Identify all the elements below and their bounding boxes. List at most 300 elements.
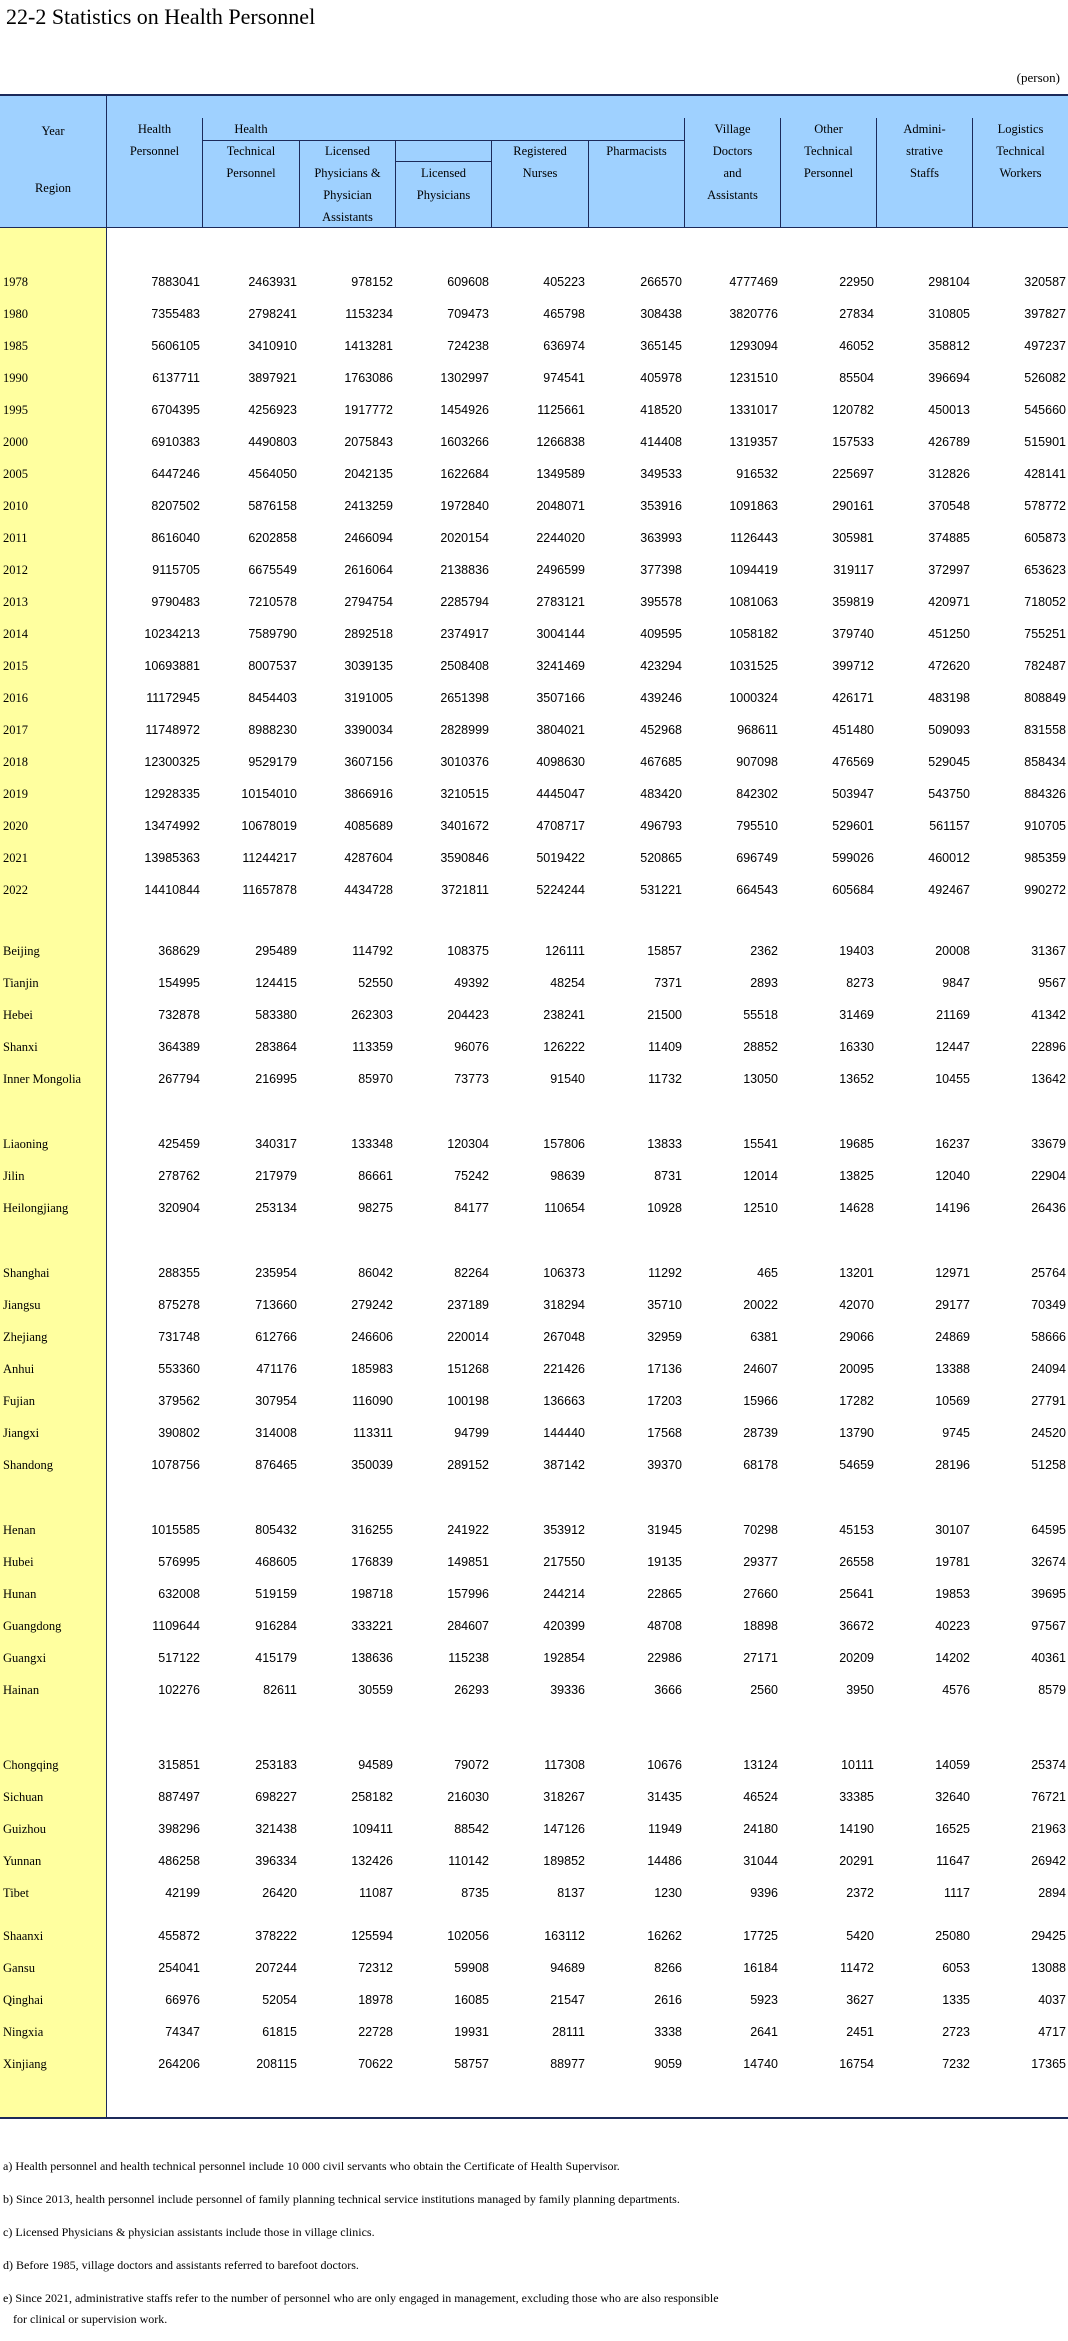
table-cell: 1972840: [440, 499, 489, 513]
table-cell: 48708: [647, 1619, 682, 1633]
table-cell: 11732: [648, 1072, 682, 1086]
table-cell: 350039: [351, 1458, 393, 1472]
table-row: [0, 1580, 1068, 1608]
table-cell: 33679: [1031, 1137, 1066, 1151]
table-cell: 3590846: [440, 851, 489, 865]
table-cell: 333221: [351, 1619, 393, 1633]
table-cell: 16525: [935, 1822, 970, 1836]
table-cell: 576995: [158, 1555, 200, 1569]
table-cell: 509093: [928, 723, 970, 737]
table-cell: 98275: [358, 1201, 393, 1215]
table-cell: 2138836: [440, 563, 489, 577]
table-cell: 13124: [743, 1758, 778, 1772]
table-cell: 1078756: [151, 1458, 200, 1472]
row-label: Inner Mongolia: [3, 1072, 82, 1086]
table-cell: 96076: [454, 1040, 489, 1054]
table-cell: 968611: [737, 723, 778, 737]
table-cell: 157533: [832, 435, 874, 449]
table-cell: 115238: [448, 1651, 489, 1665]
table-cell: 207244: [255, 1961, 297, 1975]
table-cell: 12447: [935, 1040, 970, 1054]
table-cell: 10234213: [144, 627, 200, 641]
table-cell: 28739: [743, 1426, 778, 1440]
table-cell: 4717: [1038, 2025, 1066, 2039]
header-registered-nurses: Registered Nurses: [513, 144, 567, 180]
table-cell: 420971: [928, 595, 970, 609]
table-cell: 220014: [447, 1330, 489, 1344]
table-row: [0, 780, 1068, 808]
table-cell: 9790483: [151, 595, 200, 609]
row-label: 1980: [3, 307, 28, 321]
table-cell: 609608: [447, 275, 489, 289]
table-cell: 496793: [640, 819, 682, 833]
table-row: [0, 588, 1068, 616]
table-cell: 42199: [165, 1886, 200, 1900]
table-cell: 320904: [158, 1201, 200, 1215]
table-cell: 1109644: [152, 1619, 200, 1633]
table-row: [0, 1419, 1068, 1447]
row-label: Guangxi: [3, 1651, 47, 1665]
table-cell: 10111: [841, 1758, 874, 1772]
table-row: [0, 1355, 1068, 1383]
table-cell: 390802: [158, 1426, 200, 1440]
table-cell: 24180: [743, 1822, 778, 1836]
table-cell: 185983: [351, 1362, 393, 1376]
table-cell: 45153: [839, 1523, 874, 1537]
table-cell: 1349589: [536, 467, 585, 481]
table-cell: 4434728: [344, 883, 393, 897]
table-cell: 253183: [255, 1758, 297, 1772]
table-cell: 4576: [942, 1683, 970, 1697]
table-cell: 70298: [743, 1523, 778, 1537]
table-cell: 4287604: [344, 851, 393, 865]
table-cell: 425459: [158, 1137, 200, 1151]
table-cell: 52550: [358, 976, 393, 990]
table-cell: 11087: [359, 1886, 393, 1900]
table-cell: 17203: [647, 1394, 682, 1408]
table-cell: 460012: [928, 851, 970, 865]
table-cell: 6381: [750, 1330, 778, 1344]
table-cell: 531221: [640, 883, 682, 897]
table-cell: 25080: [935, 1929, 970, 1943]
table-cell: 483198: [928, 691, 970, 705]
table-cell: 79072: [454, 1758, 489, 1772]
table-cell: 46052: [839, 339, 874, 353]
table-cell: 8266: [654, 1961, 682, 1975]
table-row: [0, 2050, 1068, 2078]
table-cell: 4037: [1038, 1993, 1066, 2007]
table-cell: 887497: [158, 1790, 200, 1804]
row-label: Jiangsu: [3, 1298, 41, 1312]
row-label: Fujian: [3, 1394, 35, 1408]
page-title: 22-2 Statistics on Health Personnel: [6, 4, 316, 29]
table-cell: 85970: [358, 1072, 393, 1086]
table-cell: 94799: [454, 1426, 489, 1440]
table-cell: 353912: [543, 1523, 585, 1537]
table-cell: 396334: [255, 1854, 297, 1868]
table-cell: 318267: [543, 1790, 585, 1804]
table-cell: 1302997: [440, 371, 489, 385]
table-cell: 289152: [447, 1458, 489, 1472]
table-cell: 290161: [832, 499, 874, 513]
table-cell: 19135: [647, 1555, 682, 1569]
table-cell: 315851: [158, 1758, 200, 1772]
table-cell: 5923: [750, 1993, 778, 2007]
table-cell: 2723: [942, 2025, 970, 2039]
table-row: [0, 1162, 1068, 1190]
table-cell: 2894: [1038, 1886, 1066, 1900]
table-row: [0, 812, 1068, 840]
table-row: [0, 1259, 1068, 1287]
table-row: [0, 1751, 1068, 1779]
table-cell: 805432: [255, 1523, 297, 1537]
table-cell: 29377: [743, 1555, 778, 1569]
table-cell: 451480: [832, 723, 874, 737]
row-label: Hainan: [3, 1683, 40, 1697]
table-cell: 151268: [447, 1362, 489, 1376]
table-cell: 1031525: [729, 659, 778, 673]
row-label: 1990: [3, 371, 28, 385]
table-cell: 395578: [640, 595, 682, 609]
table-cell: 24607: [743, 1362, 778, 1376]
table-cell: 19781: [935, 1555, 970, 1569]
table-cell: 22986: [647, 1651, 682, 1665]
row-label: Gansu: [3, 1961, 35, 1975]
table-row: [0, 1065, 1068, 1093]
table-cell: 3897921: [248, 371, 297, 385]
table-cell: 26420: [262, 1886, 297, 1900]
table-cell: 318294: [543, 1298, 585, 1312]
table-row: [0, 1387, 1068, 1415]
table-cell: 636974: [543, 339, 585, 353]
table-cell: 320587: [1024, 275, 1066, 289]
table-cell: 30559: [358, 1683, 393, 1697]
row-label: Chongqing: [3, 1758, 59, 1772]
table-cell: 2496599: [536, 563, 585, 577]
table-cell: 12510: [743, 1201, 778, 1215]
table-cell: 387142: [543, 1458, 585, 1472]
table-cell: 2508408: [440, 659, 489, 673]
table-cell: 13825: [839, 1169, 874, 1183]
table-cell: 9059: [654, 2057, 682, 2071]
table-cell: 217550: [543, 1555, 585, 1569]
table-cell: 359819: [832, 595, 874, 609]
table-cell: 8579: [1038, 1683, 1066, 1697]
table-cell: 10678019: [241, 819, 297, 833]
table-cell: 1125661: [537, 403, 585, 417]
table-cell: 455872: [158, 1929, 200, 1943]
table-cell: 8007537: [248, 659, 297, 673]
table-cell: 39370: [647, 1458, 682, 1472]
table-cell: 225697: [832, 467, 874, 481]
table-cell: 86661: [358, 1169, 393, 1183]
table-cell: 426171: [832, 691, 874, 705]
table-row: [0, 1922, 1068, 1950]
table-cell: 31044: [743, 1854, 778, 1868]
table-cell: 709473: [447, 307, 489, 321]
table-cell: 310805: [928, 307, 970, 321]
row-label: Tibet: [3, 1886, 29, 1900]
table-cell: 244214: [543, 1587, 585, 1601]
table-cell: 157996: [447, 1587, 489, 1601]
table-cell: 264206: [158, 2057, 200, 2071]
table-cell: 8454403: [248, 691, 297, 705]
table-cell: 916284: [255, 1619, 297, 1633]
table-cell: 106373: [543, 1266, 585, 1280]
table-cell: 405223: [543, 275, 585, 289]
table-cell: 22950: [839, 275, 874, 289]
table-cell: 75242: [454, 1169, 489, 1183]
table-cell: 696749: [736, 851, 778, 865]
table-cell: 6675549: [248, 563, 297, 577]
table-cell: 1081063: [729, 595, 778, 609]
table-row: [0, 1879, 1068, 1907]
table-cell: 12040: [935, 1169, 970, 1183]
table-cell: 372997: [928, 563, 970, 577]
table-cell: 16330: [839, 1040, 874, 1054]
table-cell: 16237: [935, 1137, 970, 1151]
table-cell: 8273: [846, 976, 874, 990]
table-cell: 374885: [928, 531, 970, 545]
table-cell: 98639: [550, 1169, 585, 1183]
table-cell: 379740: [832, 627, 874, 641]
table-cell: 22896: [1031, 1040, 1066, 1054]
table-cell: 5876158: [248, 499, 297, 513]
table-cell: 2560: [750, 1683, 778, 1697]
table-cell: 3820776: [729, 307, 778, 321]
table-cell: 11647: [936, 1854, 970, 1868]
table-cell: 3627: [846, 1993, 874, 2007]
table-cell: 25764: [1031, 1266, 1066, 1280]
table-cell: 11472: [840, 1961, 874, 1975]
table-cell: 2892518: [344, 627, 393, 641]
table-row: [0, 1323, 1068, 1351]
table-cell: 2413259: [344, 499, 393, 513]
table-cell: 1763086: [344, 371, 393, 385]
table-row: [0, 1954, 1068, 1982]
row-label: 2019: [3, 787, 28, 801]
table-cell: 664543: [736, 883, 778, 897]
unit-label: (person): [1016, 70, 1060, 85]
table-cell: 35710: [647, 1298, 682, 1312]
row-label: 2016: [3, 691, 28, 705]
table-cell: 163112: [544, 1929, 585, 1943]
table-cell: 1230: [654, 1886, 682, 1900]
table-cell: 9567: [1038, 976, 1066, 990]
table-cell: 3010376: [440, 755, 489, 769]
table-cell: 11244217: [242, 851, 297, 865]
table-cell: 27171: [743, 1651, 778, 1665]
table-cell: 9847: [942, 976, 970, 990]
table-cell: 31469: [839, 1008, 874, 1022]
table-cell: 126222: [543, 1040, 585, 1054]
table-cell: 147126: [543, 1822, 585, 1836]
table-cell: 20095: [839, 1362, 874, 1376]
table-cell: 31367: [1031, 944, 1066, 958]
table-cell: 27660: [743, 1587, 778, 1601]
table-row: [0, 1783, 1068, 1811]
table-cell: 10154010: [241, 787, 297, 801]
table-cell: 10569: [935, 1394, 970, 1408]
table-row: [0, 969, 1068, 997]
table-cell: 15857: [647, 944, 682, 958]
footnote: d) Before 1985, village doctors and assistants referred to barefoot doctors.: [3, 2258, 359, 2272]
table-row: [0, 428, 1068, 456]
table-cell: 27834: [839, 307, 874, 321]
table-cell: 1126443: [730, 531, 778, 545]
table-cell: 468605: [255, 1555, 297, 1569]
table-cell: 14628: [839, 1201, 874, 1215]
table-cell: 91540: [550, 1072, 585, 1086]
table-cell: 94589: [358, 1758, 393, 1772]
table-cell: 465: [757, 1266, 778, 1280]
table-cell: 378222: [255, 1929, 297, 1943]
table-cell: 116090: [352, 1394, 393, 1408]
table-cell: 3401672: [440, 819, 489, 833]
table-cell: 94689: [550, 1961, 585, 1975]
table-row: [0, 716, 1068, 744]
table-cell: 73773: [454, 1072, 489, 1086]
table-cell: 267048: [543, 1330, 585, 1344]
table-cell: 29066: [839, 1330, 874, 1344]
table-cell: 136663: [543, 1394, 585, 1408]
table-cell: 12300325: [144, 755, 200, 769]
table-cell: 486258: [158, 1854, 200, 1868]
header-region: Region: [34, 181, 72, 195]
table-cell: 515901: [1024, 435, 1066, 449]
table-cell: 278762: [158, 1169, 200, 1183]
table-cell: 2362: [750, 944, 778, 958]
table-cell: 18898: [743, 1619, 778, 1633]
table-cell: 4777469: [729, 275, 778, 289]
table-cell: 26293: [454, 1683, 489, 1697]
table-cell: 724238: [447, 339, 489, 353]
table-cell: 28852: [743, 1040, 778, 1054]
table-cell: 472620: [928, 659, 970, 673]
table-row: [0, 1986, 1068, 2014]
table-cell: 876465: [255, 1458, 297, 1472]
row-label: Yunnan: [3, 1854, 42, 1868]
table-cell: 520865: [640, 851, 682, 865]
row-label: 2015: [3, 659, 28, 673]
table-cell: 17365: [1031, 2057, 1066, 2071]
footnotes: [3, 2150, 719, 2336]
table-cell: 452968: [640, 723, 682, 737]
table-cell: 22728: [358, 2025, 393, 2039]
table-cell: 17725: [743, 1929, 778, 1943]
table-row: [0, 844, 1068, 872]
row-label: Guangdong: [3, 1619, 62, 1633]
table-cell: 25374: [1031, 1758, 1066, 1772]
row-label: Hubei: [3, 1555, 34, 1569]
table-cell: 8735: [461, 1886, 489, 1900]
table-cell: 176839: [351, 1555, 393, 1569]
table-cell: 1153234: [345, 307, 393, 321]
table-cell: 266570: [640, 275, 682, 289]
table-cell: 314008: [255, 1426, 297, 1440]
table-cell: 517122: [158, 1651, 200, 1665]
table-cell: 2463931: [248, 275, 297, 289]
table-cell: 471176: [256, 1362, 297, 1376]
table-cell: 405978: [640, 371, 682, 385]
table-cell: 2798241: [248, 307, 297, 321]
table-row: [0, 460, 1068, 488]
row-label: Heilongjiang: [3, 1201, 69, 1215]
table-cell: 246606: [351, 1330, 393, 1344]
table-cell: 22865: [647, 1587, 682, 1601]
table-cell: 120304: [447, 1137, 489, 1151]
row-label: 1995: [3, 403, 28, 417]
table-row: [0, 300, 1068, 328]
header-health-personnel: Health Personnel: [129, 122, 180, 158]
table-cell: 13642: [1031, 1072, 1066, 1086]
table-cell: 216995: [255, 1072, 297, 1086]
table-cell: 15966: [743, 1394, 778, 1408]
table-cell: 6202858: [248, 531, 297, 545]
table-cell: 204423: [447, 1008, 489, 1022]
table-cell: 11949: [648, 1822, 682, 1836]
table-cell: 396694: [928, 371, 970, 385]
table-cell: 237189: [447, 1298, 489, 1312]
table-cell: 2372: [846, 1886, 874, 1900]
table-cell: 465798: [543, 307, 585, 321]
table-cell: 379562: [158, 1394, 200, 1408]
table-cell: 353916: [640, 499, 682, 513]
table-cell: 415179: [255, 1651, 297, 1665]
table-cell: 54659: [839, 1458, 874, 1472]
table-row: [0, 1130, 1068, 1158]
table-row: [0, 1676, 1068, 1704]
row-label: Tianjin: [3, 976, 39, 990]
row-label: 1978: [3, 275, 28, 289]
table-cell: 545660: [1024, 403, 1066, 417]
table-cell: 370548: [928, 499, 970, 513]
table-cell: 108375: [447, 944, 489, 958]
table-cell: 439246: [640, 691, 682, 705]
table-cell: 19931: [454, 2025, 489, 2039]
table-row: [0, 748, 1068, 776]
table-cell: 7371: [654, 976, 682, 990]
table-cell: 192854: [543, 1651, 585, 1665]
table-cell: 7883041: [151, 275, 200, 289]
table-cell: 6137711: [152, 371, 200, 385]
table-cell: 124415: [255, 976, 297, 990]
table-cell: 2641: [750, 2025, 778, 2039]
row-label: Shaanxi: [3, 1929, 44, 1943]
table-cell: 4085689: [344, 819, 393, 833]
table-cell: 529045: [928, 755, 970, 769]
table-cell: 7589790: [248, 627, 297, 641]
table-cell: 253134: [255, 1201, 297, 1215]
table-cell: 1091863: [729, 499, 778, 513]
row-label: 2020: [3, 819, 28, 833]
table-cell: 17568: [647, 1426, 682, 1440]
table-cell: 910705: [1024, 819, 1066, 833]
table-cell: 3039135: [344, 659, 393, 673]
table-row: [0, 684, 1068, 712]
table-cell: 133348: [351, 1137, 393, 1151]
table-row: [0, 1033, 1068, 1061]
table-cell: 476569: [832, 755, 874, 769]
table-cell: 20209: [839, 1651, 874, 1665]
table-cell: 16262: [647, 1929, 682, 1943]
table-cell: 11292: [648, 1266, 682, 1280]
footnote: b) Since 2013, health personnel include personnel of family planning technical service institutions managed by family planning departments.: [3, 2192, 680, 2206]
header-health-technical: Health Technical Personnel: [226, 122, 276, 180]
table-cell: 238241: [543, 1008, 585, 1022]
table-cell: 414408: [640, 435, 682, 449]
table-cell: 978152: [351, 275, 393, 289]
